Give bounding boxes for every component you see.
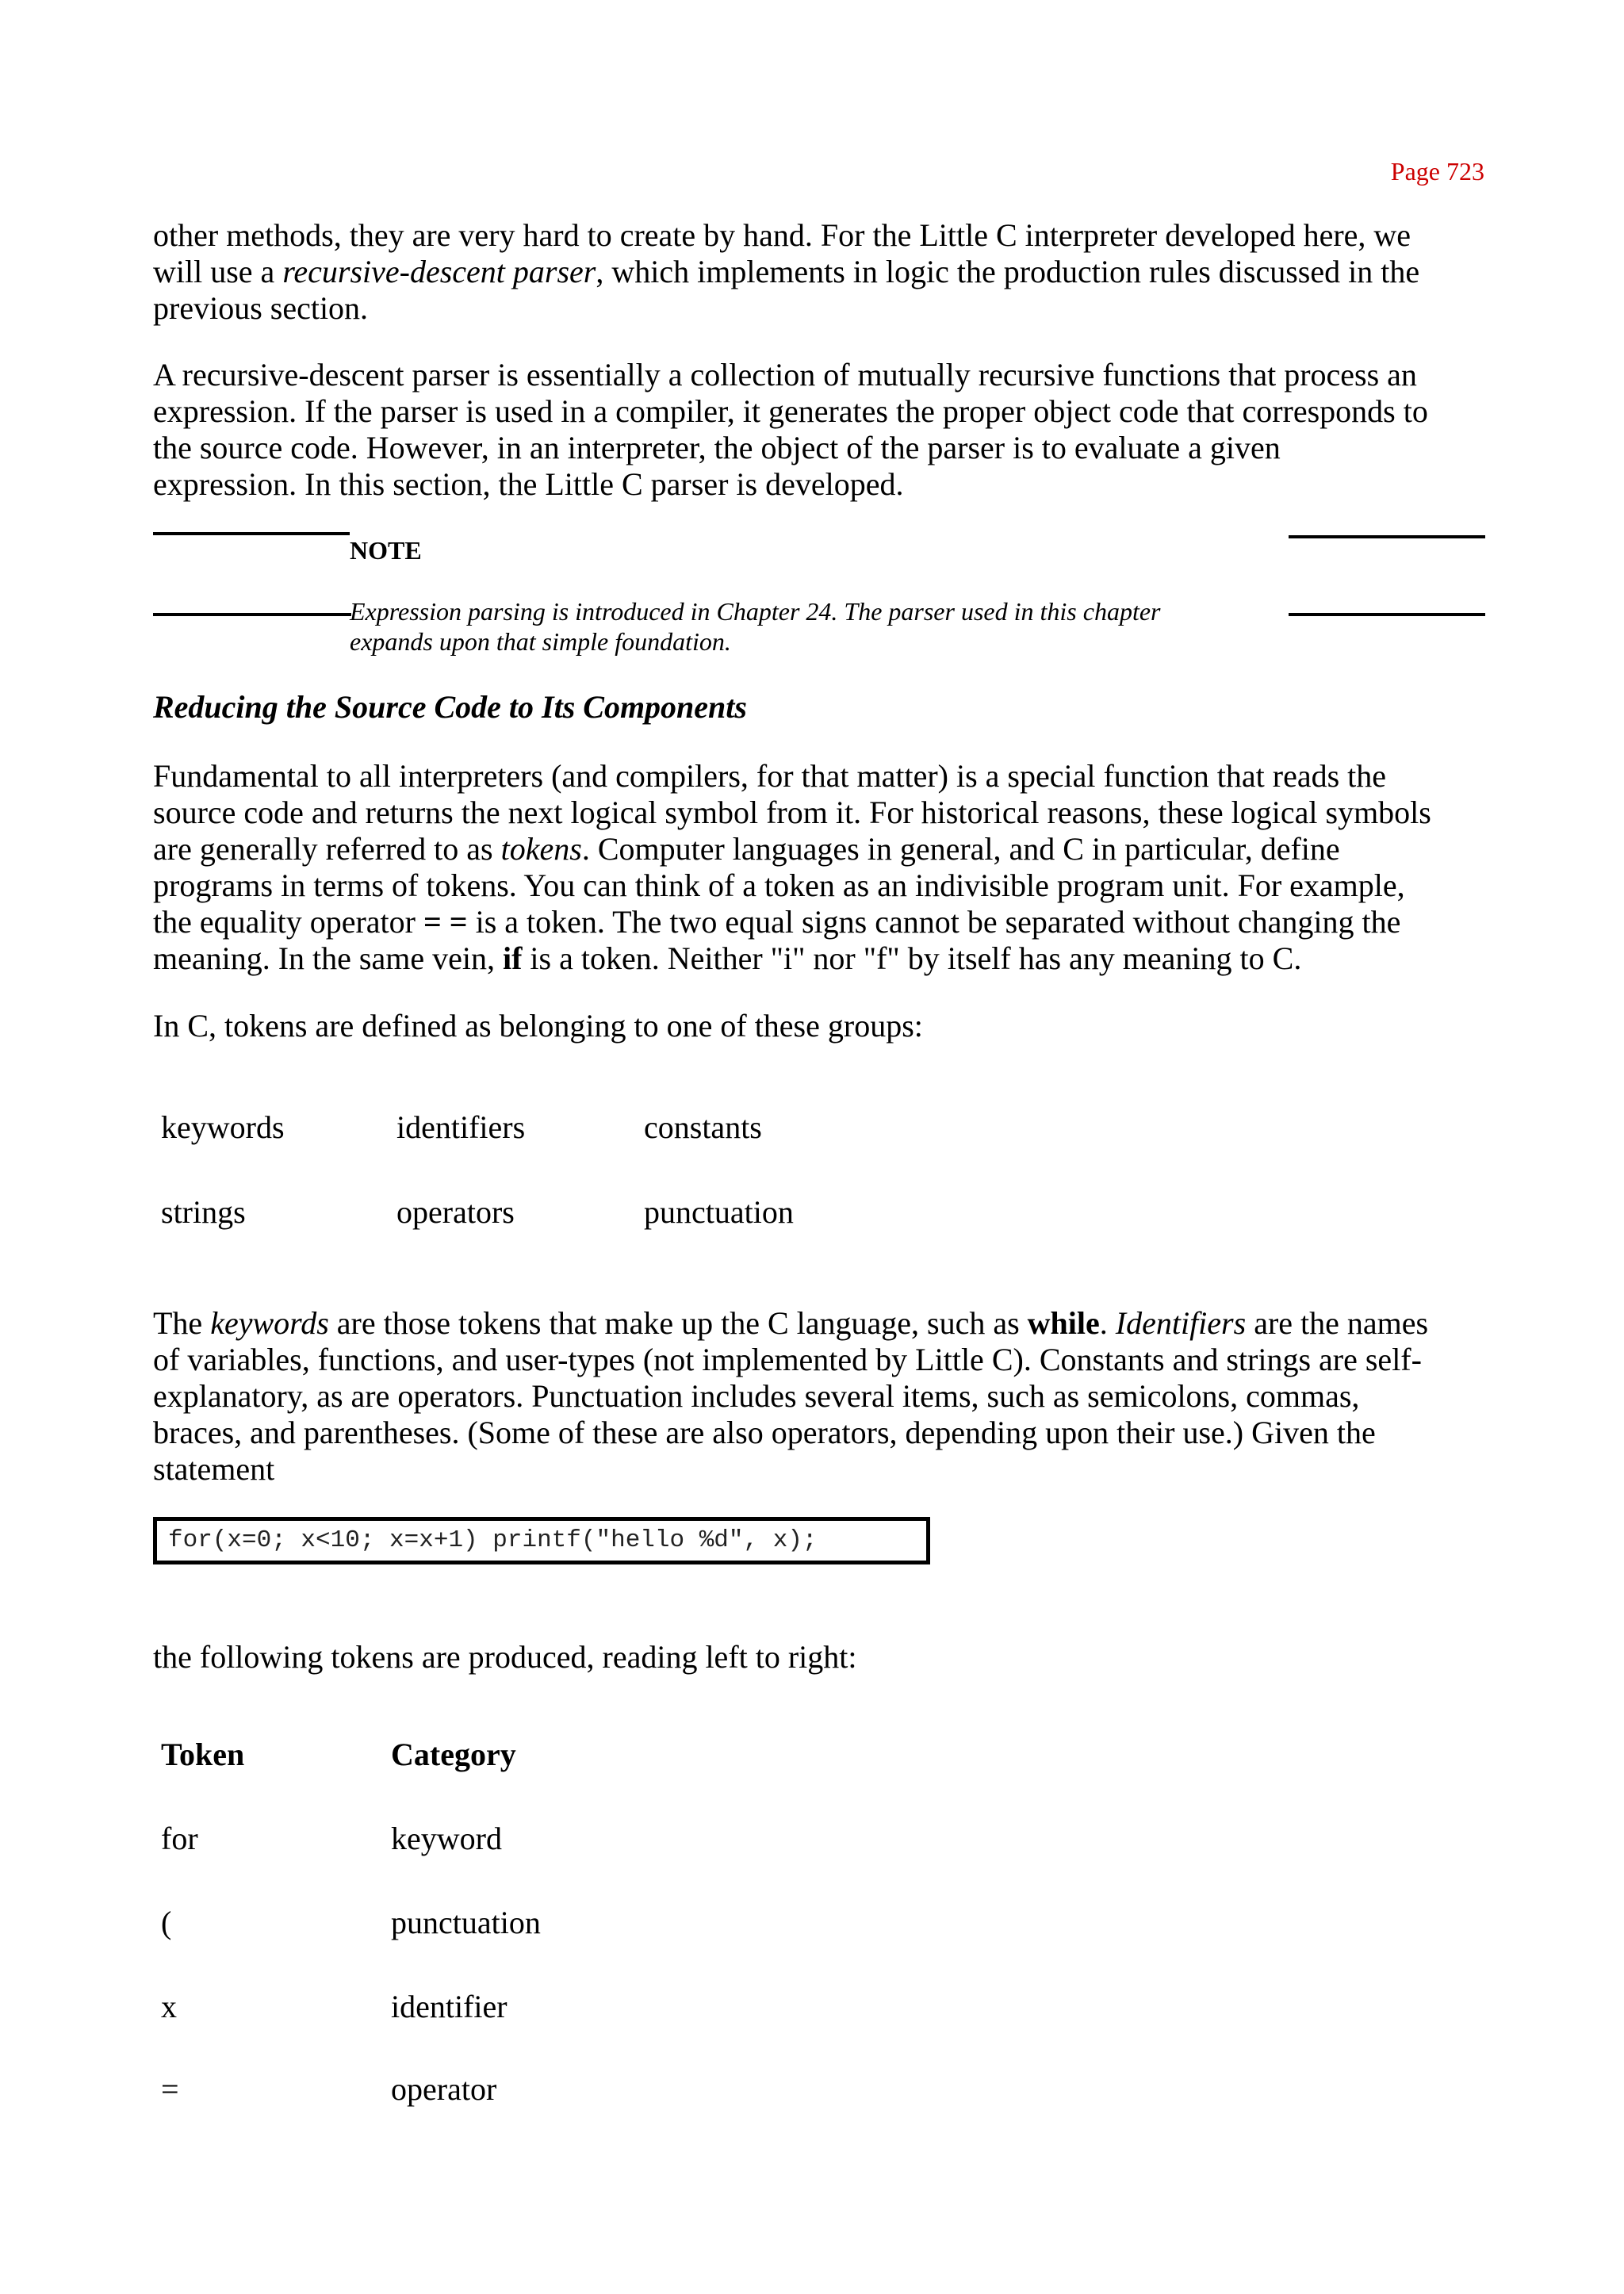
para5-line3: explanatory, as are operators. Punctuation includes several items, such as semicolons, commas, (153, 1378, 1360, 1414)
paragraph-1 (153, 217, 1485, 327)
para5-line2: of variables, functions, and user-types (not implemented by Little C). Constants and strings are self- (153, 1342, 1422, 1377)
paragraph-3 (153, 758, 1485, 977)
para2-line2: expression. If the parser is used in a compiler, it generates the proper object code that corresponds to (153, 393, 1428, 429)
token-row-2-category: punctuation (391, 1905, 541, 1940)
group-strings: strings (161, 1194, 246, 1230)
para3-line5-post: is a token. The two equal signs cannot be separated without changing the (467, 904, 1401, 940)
note-line2: expands upon that simple foundation. (350, 627, 731, 656)
para3-bold-if: if (502, 940, 523, 976)
token-table-header-category: Category (391, 1737, 516, 1772)
para5-line1-mid: are those tokens that make up the C language, such as (328, 1305, 1028, 1341)
section-heading: Reducing the Source Code to Its Components (153, 689, 747, 725)
para5-bold-while: while (1027, 1305, 1100, 1341)
para2-line1: A recursive-descent parser is essentially a collection of mutually recursive functions that process an (153, 357, 1417, 393)
para3-line6-post: is a token. Neither "i" nor "f" by itself has any meaning to C. (522, 940, 1302, 976)
para5-emphasis-keywords: keywords (210, 1305, 329, 1341)
group-operators: operators (396, 1194, 515, 1230)
note-line1: Expression parsing is introduced in Chapter 24. The parser used in this chapter (350, 597, 1161, 626)
note-label: NOTE (350, 536, 422, 565)
group-constants: constants (644, 1109, 762, 1145)
para3-line2: source code and returns the next logical symbol from it. For historical reasons, these logical symbols (153, 795, 1431, 830)
note-rule-bottom-right (1289, 613, 1485, 616)
para3-line4: programs in terms of tokens. You can think of a token as an indivisible program unit. For example, (153, 867, 1405, 903)
para3-line1: Fundamental to all interpreters (and compilers, for that matter) is a special function that reads the (153, 758, 1387, 794)
para1-emphasis: recursive-descent parser (282, 254, 596, 289)
paragraph-5 (153, 1305, 1485, 1488)
group-keywords: keywords (161, 1109, 285, 1145)
para1-line2-pre: will use a (153, 254, 283, 289)
group-punctuation: punctuation (644, 1194, 794, 1230)
para3-line3 (153, 831, 1485, 867)
token-row-4-category: operator (391, 2071, 497, 2107)
token-row-3-token: x (161, 1989, 177, 2024)
token-row-3-category: identifier (391, 1989, 508, 2024)
note-rule-bottom-left (153, 613, 351, 616)
token-row-1-category: keyword (391, 1821, 502, 1856)
group-identifiers: identifiers (396, 1109, 526, 1145)
token-row-4-token: = (161, 2071, 179, 2107)
para3-line3-post: . Computer languages in general, and C in particular, define (581, 831, 1340, 867)
page-number: Page 723 (1390, 157, 1484, 186)
para2-line3: the source code. However, in an interpreter, the object of the parser is to evaluate a given (153, 430, 1281, 465)
note-rule-top-left (153, 532, 350, 535)
paragraph-4: In C, tokens are defined as belonging to one of these groups: (153, 1008, 923, 1044)
para5-emphasis-identifiers: Identifiers (1115, 1305, 1247, 1341)
paragraph-6: the following tokens are produced, reading left to right: (153, 1639, 857, 1675)
token-row-2-token: ( (161, 1905, 172, 1940)
para3-bold-equality: = = (423, 904, 468, 940)
para1-line2 (153, 254, 1485, 290)
para5-line4: braces, and parentheses. (Some of these are also operators, depending upon their use.) Given the (153, 1415, 1376, 1450)
para2-line4: expression. In this section, the Little C parser is developed. (153, 466, 904, 502)
paragraph-2 (153, 357, 1485, 503)
para1-line1: other methods, they are very hard to create by hand. For the Little C interpreter developed here, we (153, 217, 1411, 253)
para3-line6-pre: meaning. In the same vein, (153, 940, 503, 976)
note-text (350, 596, 1270, 657)
para1-line2-post: , which implements in logic the production rules discussed in the (596, 254, 1420, 289)
para5-line1 (153, 1305, 1485, 1342)
para3-line6 (153, 940, 1485, 977)
para5-line5: statement (153, 1451, 275, 1487)
token-table-header-token: Token (161, 1737, 245, 1772)
code-statement: for(x=0; x<10; x=x+1) printf("hello %d", x); (153, 1517, 930, 1564)
para5-line1-dot: . (1099, 1305, 1116, 1341)
para3-line5-pre: the equality operator (153, 904, 423, 940)
para3-line3-pre: are generally referred to as (153, 831, 501, 867)
token-row-1-token: for (161, 1821, 198, 1856)
note-rule-top-right (1289, 535, 1485, 538)
para3-emphasis-tokens: tokens (500, 831, 582, 867)
para3-line5 (153, 904, 1485, 940)
para5-line1-pre: The (153, 1305, 211, 1341)
para1-line3: previous section. (153, 290, 369, 326)
para5-line1-post: are the names (1246, 1305, 1429, 1341)
